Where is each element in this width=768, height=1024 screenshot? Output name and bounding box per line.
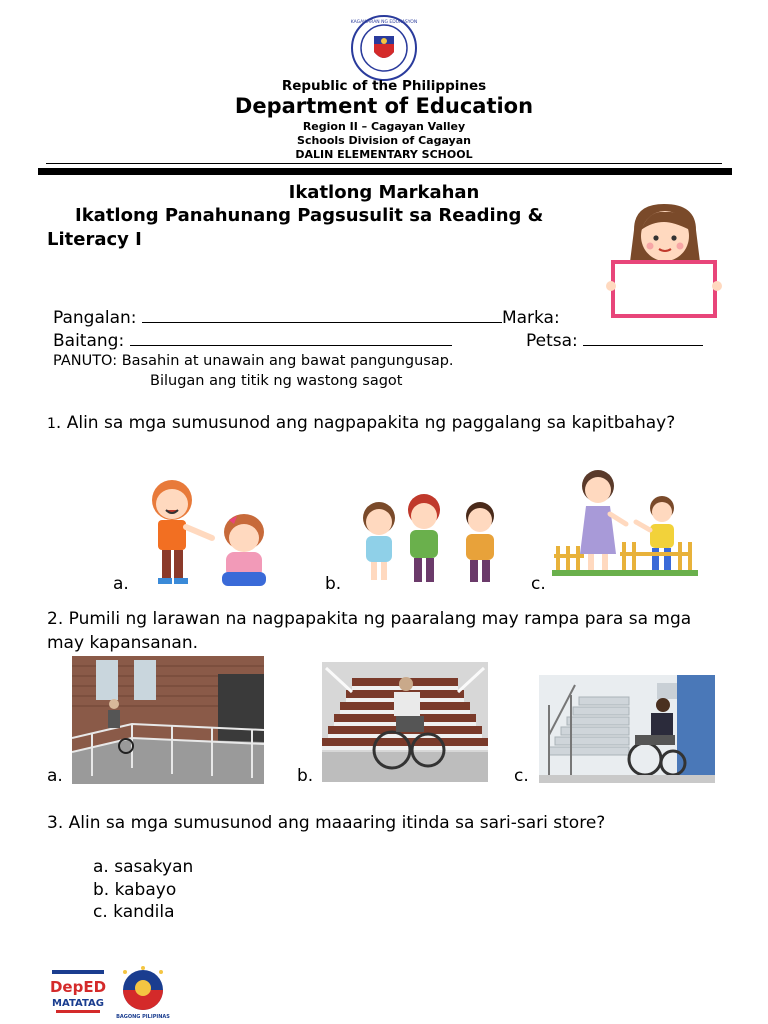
q1-option-a-image[interactable] (134, 472, 274, 592)
header-division: Schools Division of Cagayan (297, 134, 471, 147)
exam-subject: Literacy I (47, 229, 142, 250)
name-label: Pangalan: (53, 308, 137, 328)
instructions-line1: PANUTO: Basahin at unawain ang bawat pangungusap. (53, 353, 454, 369)
deped-seal (350, 14, 418, 82)
question-2 (47, 607, 727, 655)
grade-row (53, 331, 452, 351)
q2-option-b-label[interactable]: b. (297, 766, 314, 786)
name-row (53, 308, 560, 328)
question-3-number: 3. (47, 813, 64, 833)
date-row (526, 331, 703, 351)
score-label: Marka: (501, 308, 560, 328)
girl-holding-sign-illustration (604, 200, 726, 322)
q3-option-a[interactable]: a. sasakyan (93, 857, 194, 877)
grade-label: Baitang: (53, 331, 125, 351)
date-blank[interactable] (583, 331, 703, 346)
deped-logo-text: DepED (50, 978, 106, 996)
q2-option-a-label[interactable]: a. (47, 766, 63, 786)
question-2-text: Pumili ng larawan na nagpapakita ng paaralang may rampa para sa mga may kapansanan. (47, 609, 692, 653)
deped-matatag-logo (50, 968, 106, 1018)
question-1-text: . Alin sa mga sumusunod ang nagpapakita ng paggalang sa kapitbahay? (55, 413, 676, 433)
header-school: DALIN ELEMENTARY SCHOOL (295, 148, 473, 161)
header-divider-thick (38, 168, 732, 175)
q2-option-c-label[interactable]: c. (514, 766, 529, 786)
q1-option-b-image[interactable] (354, 492, 502, 588)
question-1-number: 1 (47, 416, 56, 432)
name-blank[interactable] (142, 308, 502, 323)
q1-option-c-image[interactable] (552, 462, 698, 582)
bagong-pilipinas-logo (116, 966, 170, 1020)
header-department: Department of Education (234, 94, 534, 118)
q1-option-a-label[interactable]: a. (113, 574, 129, 594)
header-region: Region II – Cagayan Valley (302, 120, 466, 133)
q3-option-b[interactable]: b. kabayo (93, 880, 177, 900)
date-label: Petsa: (526, 331, 578, 351)
question-1 (47, 411, 727, 436)
grade-blank[interactable] (130, 331, 452, 346)
instructions-line2: Bilugan ang titik ng wastong sagot (150, 373, 403, 389)
question-3-text: Alin sa mga sumusunod ang maaaring itinda sa sari-sari store? (63, 813, 606, 833)
bagong-pilipinas-text: BAGONG PILIPINAS (116, 1014, 170, 1020)
header-divider-thin (46, 163, 722, 164)
q2-option-b-photo[interactable] (322, 662, 488, 782)
exam-title: Ikatlong Markahan (288, 182, 480, 203)
q2-option-a-photo[interactable] (72, 656, 264, 784)
q3-option-c[interactable]: c. kandila (93, 902, 175, 922)
exam-subtitle: Ikatlong Panahunang Pagsusulit sa Reading & (75, 205, 544, 226)
svg-text:KAGAWARAN NG EDUKASYON: KAGAWARAN NG EDUKASYON (350, 20, 418, 25)
q1-option-c-label[interactable]: c. (531, 574, 546, 594)
question-2-number: 2. (47, 609, 64, 629)
q2-option-c-photo[interactable] (539, 675, 715, 783)
question-3 (47, 811, 727, 835)
matatag-text: MATATAG (52, 998, 104, 1009)
q1-option-b-label[interactable]: b. (325, 574, 342, 594)
header-republic: Republic of the Philippines (281, 78, 487, 94)
